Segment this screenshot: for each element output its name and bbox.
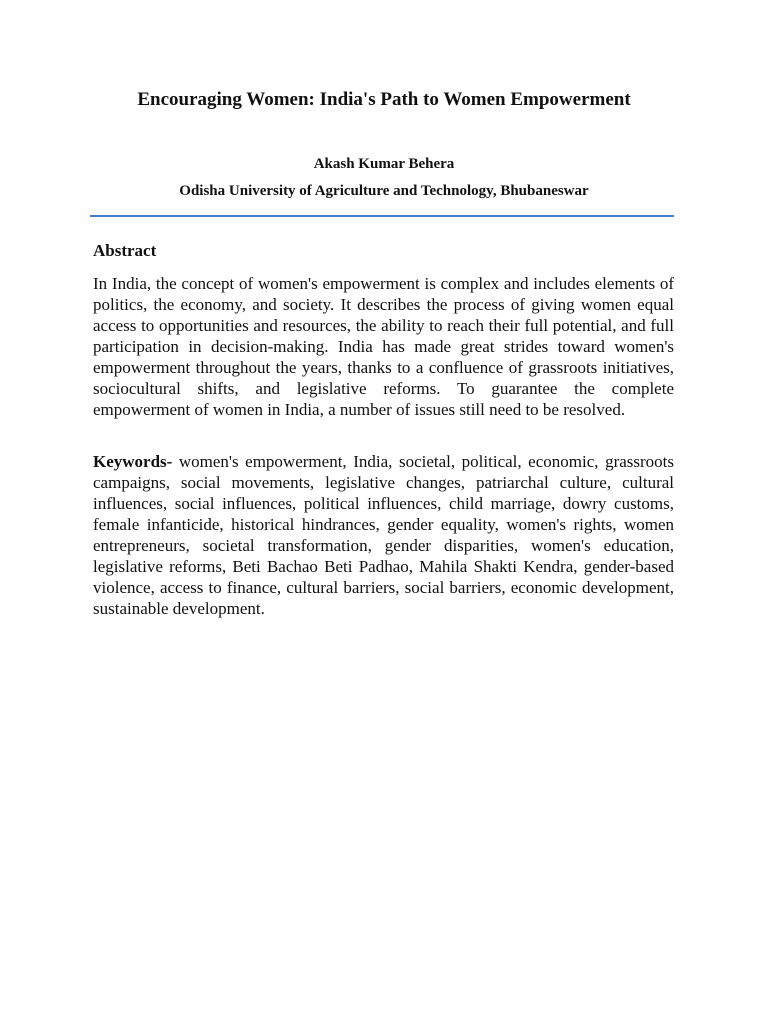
paper-title: Encouraging Women: India's Path to Women Empowerment xyxy=(137,89,631,110)
keywords-list: women's empowerment, India, societal, political, economic, grassroots campaigns, social movements, legislative changes, patriarchal culture, cultural influences, social influences, political influences, child marriage, dowry customs, female infanticide, historical hindrances, gender equality, women's rights, women entrepreneurs, societal transformation, gender disparities, women's education, legislative reforms, Beti Bachao Beti Padhao, Mahila Shakti Kendra, gender-based violence, access to finance, cultural barriers, social barriers, economic development, sustainable development. xyxy=(93,452,675,618)
keywords-label: Keywords- xyxy=(93,452,173,471)
abstract-body: In India, the concept of women's empowerment is complex and includes elements of politics, the economy, and society. It describes the process of giving women equal access to opportunities and resources, the ability to reach their full potential, and full participation in decision-making. India has made great strides toward women's empowerment throughout the years, thanks to a confluence of grassroots initiatives, sociocultural shifts, and legislative reforms. To guarantee the complete empowerment of women in India, a number of issues still need to be resolved. xyxy=(93,274,674,419)
keywords-paragraph xyxy=(93,451,674,619)
author-name: Akash Kumar Behera xyxy=(313,156,455,172)
abstract-heading: Abstract xyxy=(93,241,157,260)
author-affiliation: Odisha University of Agriculture and Technology, Bhubaneswar xyxy=(179,183,589,199)
header-divider xyxy=(90,215,674,217)
